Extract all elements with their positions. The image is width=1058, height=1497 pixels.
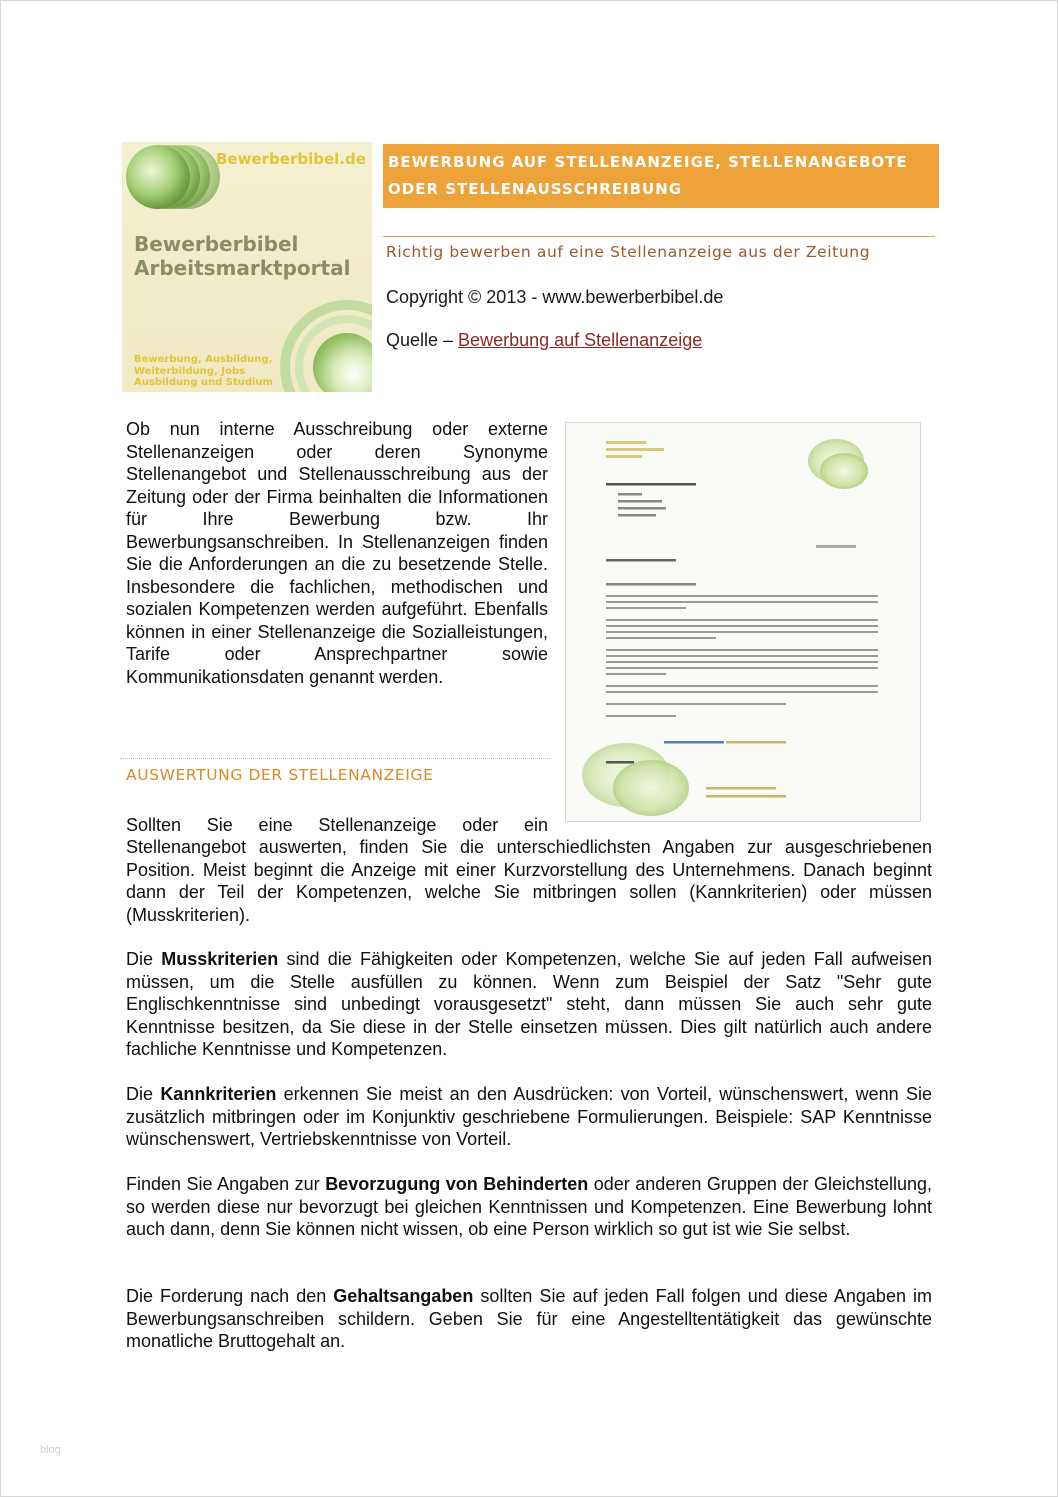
p5-pre: Die Forderung nach den bbox=[126, 1286, 334, 1306]
logo-tag-line1: Bewerbung, Ausbildung, bbox=[134, 354, 273, 365]
section-divider bbox=[120, 758, 550, 759]
p2-bold: Musskriterien bbox=[161, 949, 279, 969]
p2-post: sind die Fähigkeiten oder Kompetenzen, welche Sie auf jeden Fall aufweisen müssen, um die Stelle ausfüllen zu können. Wenn zum Beispiel der Satz "Sehr gute Englischkenntnisse sind unbedingt vorausgesetzt" steht, dann müssen Sie auch sehr gute Kenntnisse besitzen, da Sie diese in der Stelle einsetzen müssen. Dies gilt natürlich auch andere fachliche Kenntnisse und Kompetenzen. bbox=[126, 949, 932, 1059]
logo-tagline bbox=[134, 354, 273, 389]
letter-preview-graphic bbox=[566, 423, 921, 822]
page-subtitle: Richtig bewerben auf eine Stellenanzeige aus der Zeitung bbox=[386, 243, 871, 261]
section-heading: AUSWERTUNG DER STELLENANZEIGE bbox=[126, 766, 434, 784]
p2-pre: Die bbox=[126, 949, 162, 969]
logo-brand: Bewerberbibel.de bbox=[216, 150, 366, 168]
source-prefix: Quelle – bbox=[386, 330, 459, 350]
p3-pre: Die bbox=[126, 1084, 161, 1104]
paragraph-musskriterien bbox=[126, 948, 932, 1061]
source-line bbox=[386, 330, 702, 351]
copyright-notice: Copyright © 2013 - www.bewerberbibel.de bbox=[386, 287, 724, 307]
paragraph-behinderten bbox=[126, 1173, 932, 1241]
p4-post: oder anderen Gruppen der Gleichstellung, so werden diese nur bevorzugt bei gleichen Kenntnissen und Kompetenzen. Eine Bewerbung lohnt auch dann, denn Sie können nicht wissen, ob eine Person wirklich so gut ist wie Sie selbst. bbox=[126, 1174, 933, 1239]
p4-pre: Finden Sie Angaben zur bbox=[126, 1174, 326, 1194]
paragraph-gehaltsangaben bbox=[126, 1285, 932, 1353]
paragraph-1-line1: Sollten Sie eine Stellenanzeige oder ein bbox=[126, 815, 548, 835]
banner-line2: ODER STELLENAUSSCHREIBUNG bbox=[388, 180, 683, 198]
logo-tag-line2: Weiterbildung, Jobs bbox=[134, 365, 245, 377]
p5-bold: Gehaltsangaben bbox=[333, 1286, 474, 1306]
title-banner bbox=[383, 144, 939, 208]
source-link[interactable]: Bewerbung auf Stellenanzeige bbox=[458, 330, 703, 350]
logo-title-line2: Arbeitsmarktportal bbox=[134, 256, 351, 280]
p3-bold: Kannkriterien bbox=[160, 1084, 277, 1104]
paragraph-kannkriterien bbox=[126, 1083, 932, 1151]
logo-title bbox=[134, 232, 350, 280]
paragraph-1-rest: Stellenangebot auswerten, finden Sie die unterschiedlichsten Angaben zur ausgeschriebenen Position. Meist beginnt die Anzeige mit einer Kurzvorstellung des Unternehmens. Danach beginnt dann der Teil der Kompetenzen, welche Sie mitbringen sollen (Kannkriterien) oder müssen (Musskriterien). bbox=[126, 837, 932, 925]
logo-title-line1: Bewerberbibel bbox=[134, 232, 299, 256]
logo-tag-line3: Ausbildung und Studium bbox=[134, 377, 273, 388]
p4-bold: Bevorzugung von Behinderten bbox=[325, 1174, 589, 1194]
p5-post: sollten Sie auf jeden Fall folgen und diese Angaben im Bewerbungsanschreiben schildern. Geben Sie für eine Angestelltentätigkeit das gewünschte monatliche Bruttogehalt an. bbox=[126, 1286, 932, 1351]
sample-letter-thumbnail bbox=[565, 422, 921, 822]
p3-post: erkennen Sie meist an den Ausdrücken: von Vorteil, wünschenswert, wenn Sie zusätzlich mitbringen oder im Konjunktiv geschriebene Formulierungen. Beispiele: SAP Kenntnisse wünschenswert, Vertriebskenntnisse von Vorteil. bbox=[126, 1084, 932, 1149]
subtitle-divider bbox=[383, 236, 935, 237]
bewerberbibel-logo bbox=[122, 142, 372, 392]
watermark: blog bbox=[40, 1444, 61, 1456]
intro-paragraph: Ob nun interne Ausschreibung oder externe Stellenanzeigen oder deren Synonyme Stellenangebot und Stellenausschreibung aus der Zeitung oder der Firma beinhalten die Informationen für Ihre Bewerbung bzw. Ihr Bewerbungsanschreiben. In Stellenanzeigen finden Sie die Anforderungen an die zu besetzende Stelle. Insbesondere die fachlichen, methodischen und sozialen Kompetenzen werden aufgeführt. Ebenfalls können in einer Stellenanzeige die Sozialleistungen, Tarife oder Ansprechpartner sowie Kommunikationsdaten genannt werden. bbox=[126, 419, 548, 687]
banner-line1: BEWERBUNG AUF STELLENANZEIGE, STELLENANGEBOTE bbox=[388, 153, 908, 171]
